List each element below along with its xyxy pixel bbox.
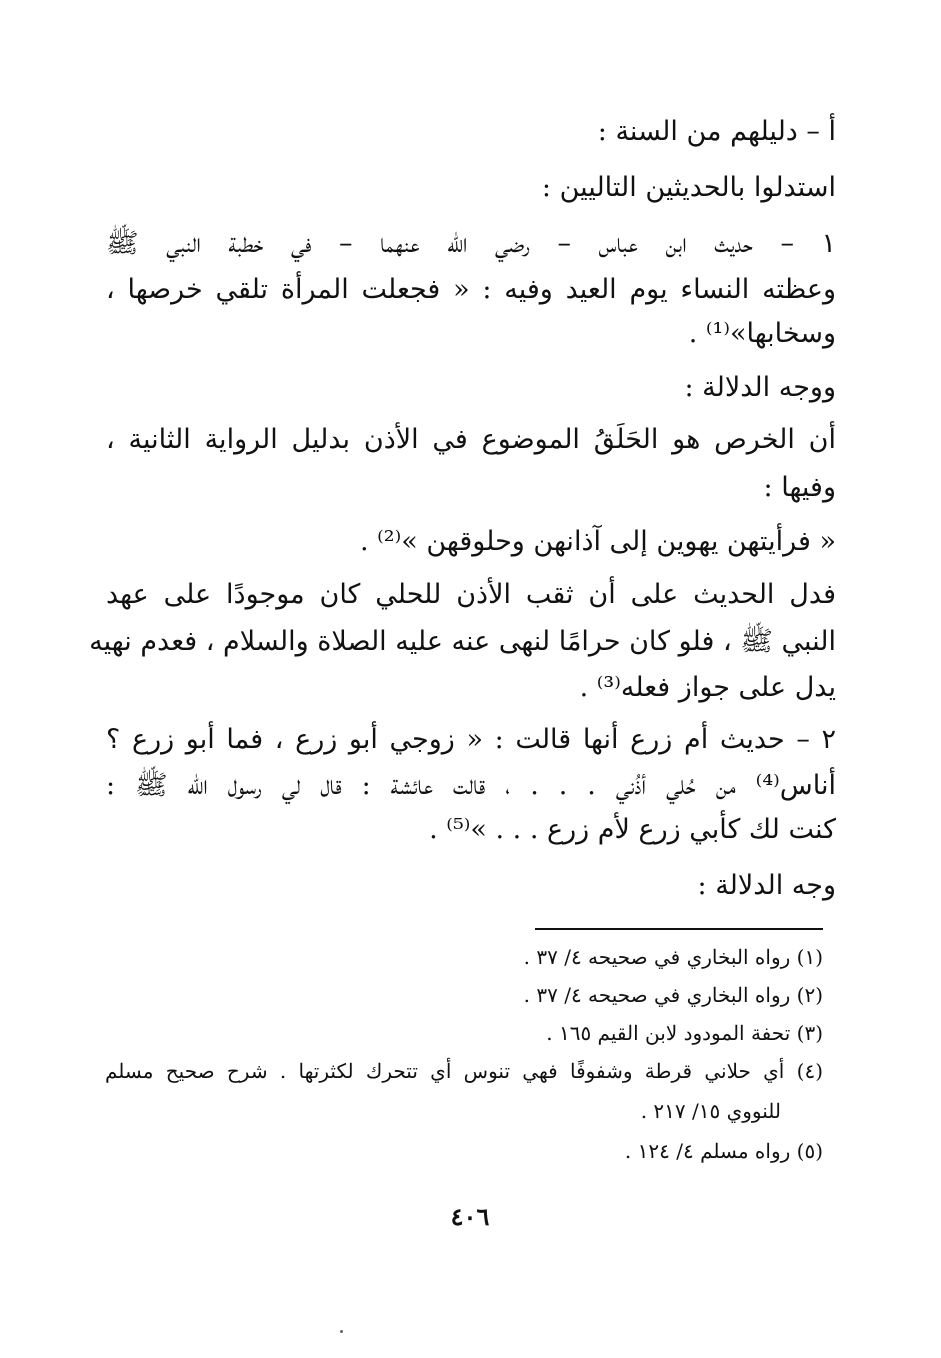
conclusion-line-1: فدل الحديث على أن ثقب الأذن للحلي كان موجودًا على عهد xyxy=(106,579,836,610)
footnote-separator xyxy=(535,928,823,930)
conclusion-line-3: يدل على جواز فعله⁽³⁾ . xyxy=(579,672,836,703)
hadith-2-line-3: كنت لك كأبي زرع لأم زرع . . . »⁽⁵⁾ . xyxy=(429,814,836,845)
evidence-1-line-2: وفيها : xyxy=(763,472,836,503)
page-number: ٤٠٦ xyxy=(450,1202,490,1231)
footnote-3: (٣) تحفة المودود لابن القيم ١٦٥ . xyxy=(546,1021,823,1045)
conclusion-line-2: النبي ﷺ ، فلو كان حرامًا لنهى عنه عليه الصلاة والسلام ، فعدم نهيه xyxy=(89,626,836,657)
footnote-4-continuation: للنووي ١٥/ ٢١٧ . xyxy=(640,1099,781,1123)
footnote-2: (٢) رواه البخاري في صحيحه ٤/ ٣٧ . xyxy=(523,983,823,1007)
evidence-1-line-1: أن الخرص هو الحَلَقُ الموضوع في الأذن بدليل الرواية الثانية ، xyxy=(106,424,836,455)
evidence-heading-1: ووجه الدلالة : xyxy=(684,372,836,403)
quote-line: « فرأيتهن يهوين إلى آذانهن وحلوقهن »⁽²⁾ . xyxy=(359,526,836,557)
scan-speck xyxy=(340,1330,343,1333)
section-heading: أ – دليلهم من السنة : xyxy=(597,116,836,147)
footnote-1: (١) رواه البخاري في صحيحه ٤/ ٣٧ . xyxy=(523,945,823,969)
footnote-4: (٤) أي حلاني قرطة وشفوفًا فهي تنوس أي تتحرك لكثرتها . شرح صحيح مسلم xyxy=(105,1059,823,1083)
intro-line: استدلوا بالحديثين التاليين : xyxy=(541,172,836,203)
hadith-2-line-2: أناس⁽⁴⁾ من حُلي أذُني . . . ، قالت عائشة : قال لي رسول الله ﷺ : xyxy=(106,770,836,801)
hadith-1-line-2: وعظته النساء يوم العيد وفيه : « فجعلت المرأة تلقي خرصها ، xyxy=(106,274,836,305)
hadith-1-line-1: ١ – حديث ابن عباس – رضي الله عنهما – في خطبة النبي ﷺ xyxy=(106,228,837,259)
hadith-1-line-3: وسخابها»⁽¹⁾ . xyxy=(688,318,836,349)
footnote-5: (٥) رواه مسلم ٤/ ١٢٤ . xyxy=(624,1139,823,1163)
evidence-heading-2: وجه الدلالة : xyxy=(697,870,836,901)
hadith-2-line-1: ٢ – حديث أم زرع أنها قالت : « زوجي أبو زرع ، فما أبو زرع ؟ xyxy=(106,724,836,755)
